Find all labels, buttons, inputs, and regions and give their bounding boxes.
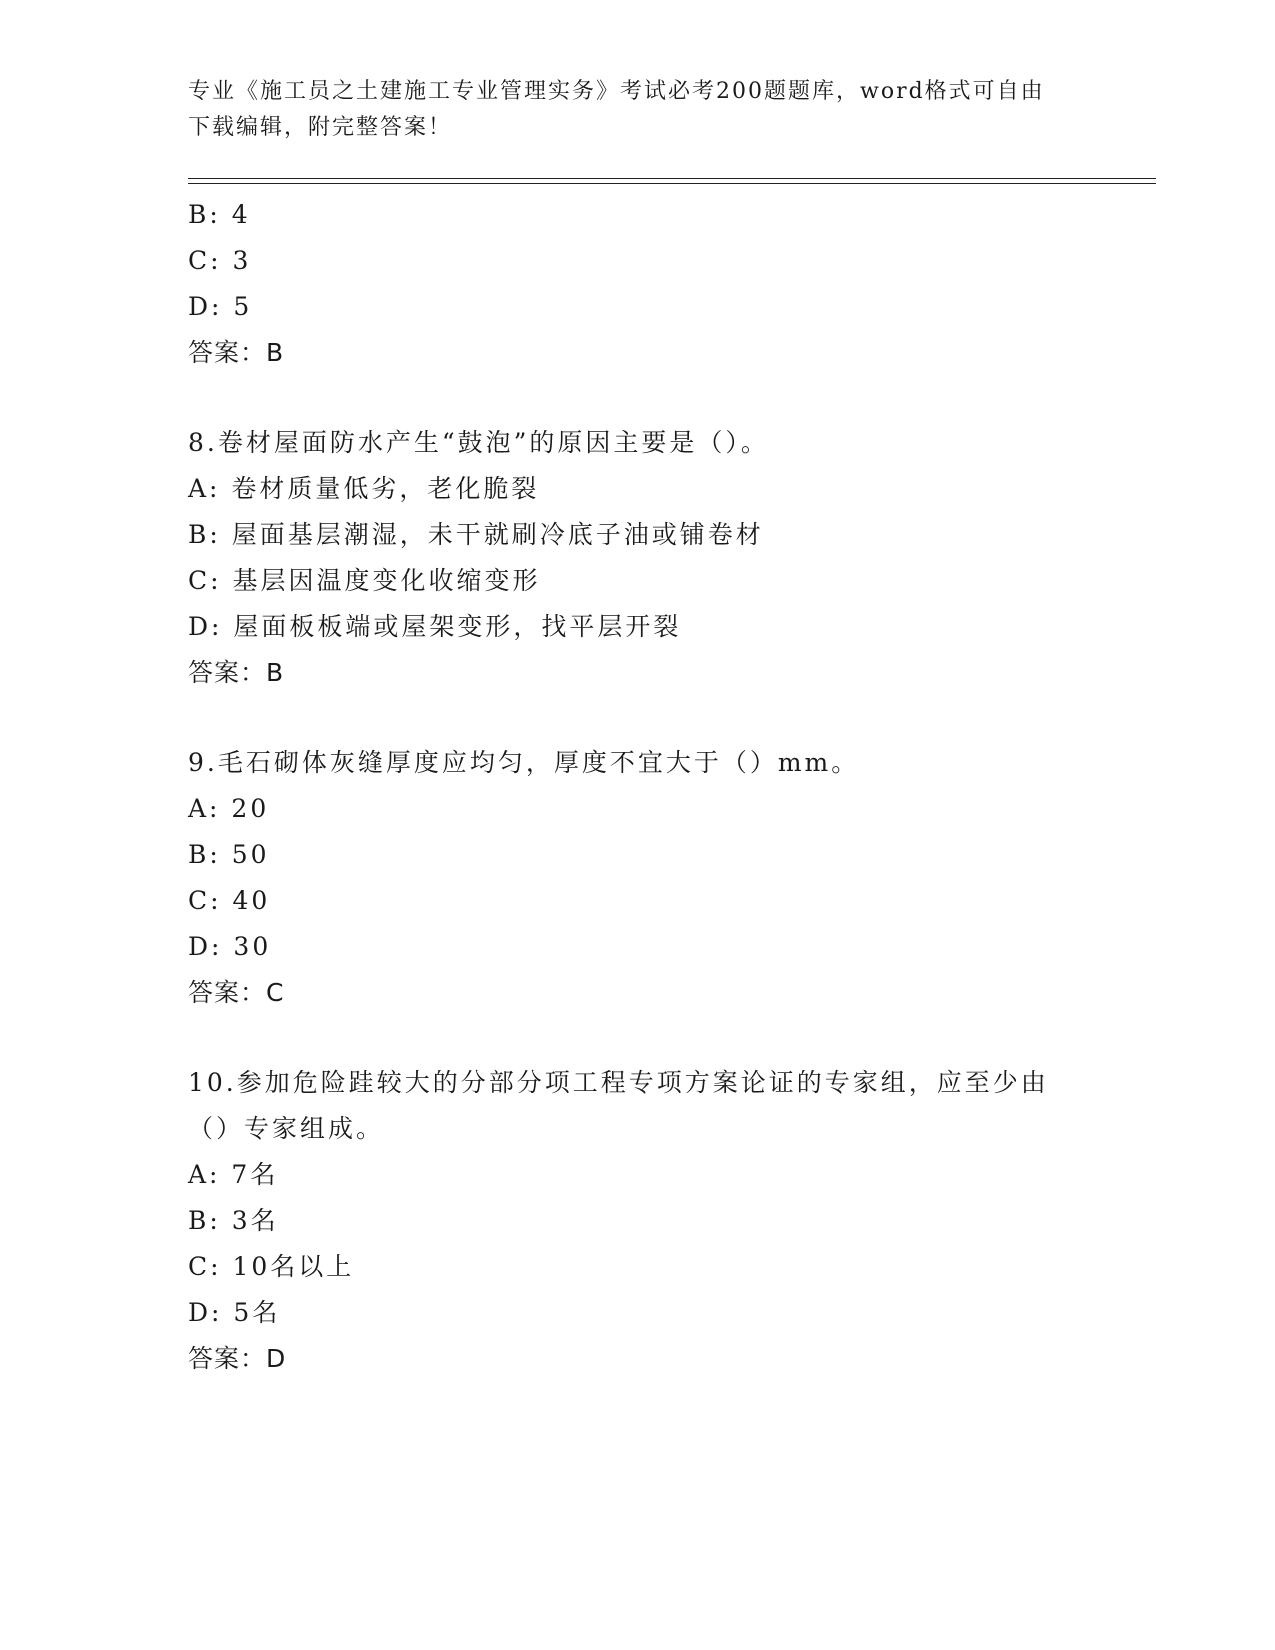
question-stem-line-1: 10.参加危险跬较大的分部分项工程专项方案论证的专家组，应至少由 [188, 1068, 1049, 1097]
option-a: A: 卷材质量低劣，老化脆裂 [188, 474, 540, 503]
option-c: C: 基层因温度变化收缩变形 [188, 566, 541, 595]
header-rule-top [188, 178, 1156, 179]
question-stem: 9.毛石砌体灰缝厚度应均匀，厚度不宜大于（）mm。 [188, 748, 860, 777]
header-rule-bottom [188, 183, 1156, 184]
option-b: B: 屋面基层潮湿，未干就刷冷底子油或铺卷材 [188, 520, 764, 549]
question-10 [188, 1060, 1088, 1382]
option-b: B: 3名 [188, 1206, 279, 1235]
page-header [188, 74, 1088, 146]
option-b: B: 4 [188, 200, 251, 229]
question-stem: 8.卷材屋面防水产生“鼓泡”的原因主要是（）。 [188, 428, 769, 457]
option-d: D: 5 [188, 292, 253, 321]
answer-line: 答案：B [188, 658, 285, 687]
option-d: D: 5名 [188, 1298, 281, 1327]
option-a: A: 20 [188, 794, 270, 823]
option-c: C: 10名以上 [188, 1252, 355, 1281]
question-8 [188, 420, 1088, 696]
option-c: C: 3 [188, 246, 252, 275]
question-stem-line-2: （）专家组成。 [188, 1114, 385, 1143]
question-7-partial [188, 192, 1088, 376]
question-list [188, 192, 1088, 1382]
answer-line: 答案：C [188, 978, 285, 1007]
option-d: D: 屋面板板端或屋架变形，找平层开裂 [188, 612, 682, 641]
answer-line: 答案：D [188, 1344, 287, 1373]
question-9 [188, 740, 1088, 1016]
header-line-1: 专业《施工员之土建施工专业管理实务》考试必考200题题库，word格式可自由 [188, 79, 1045, 104]
answer-line: 答案：B [188, 338, 285, 367]
header-line-2: 下载编辑，附完整答案！ [188, 115, 453, 140]
option-a: A: 7名 [188, 1160, 279, 1189]
option-b: B: 50 [188, 840, 270, 869]
option-c: C: 40 [188, 886, 271, 915]
option-d: D: 30 [188, 932, 272, 961]
